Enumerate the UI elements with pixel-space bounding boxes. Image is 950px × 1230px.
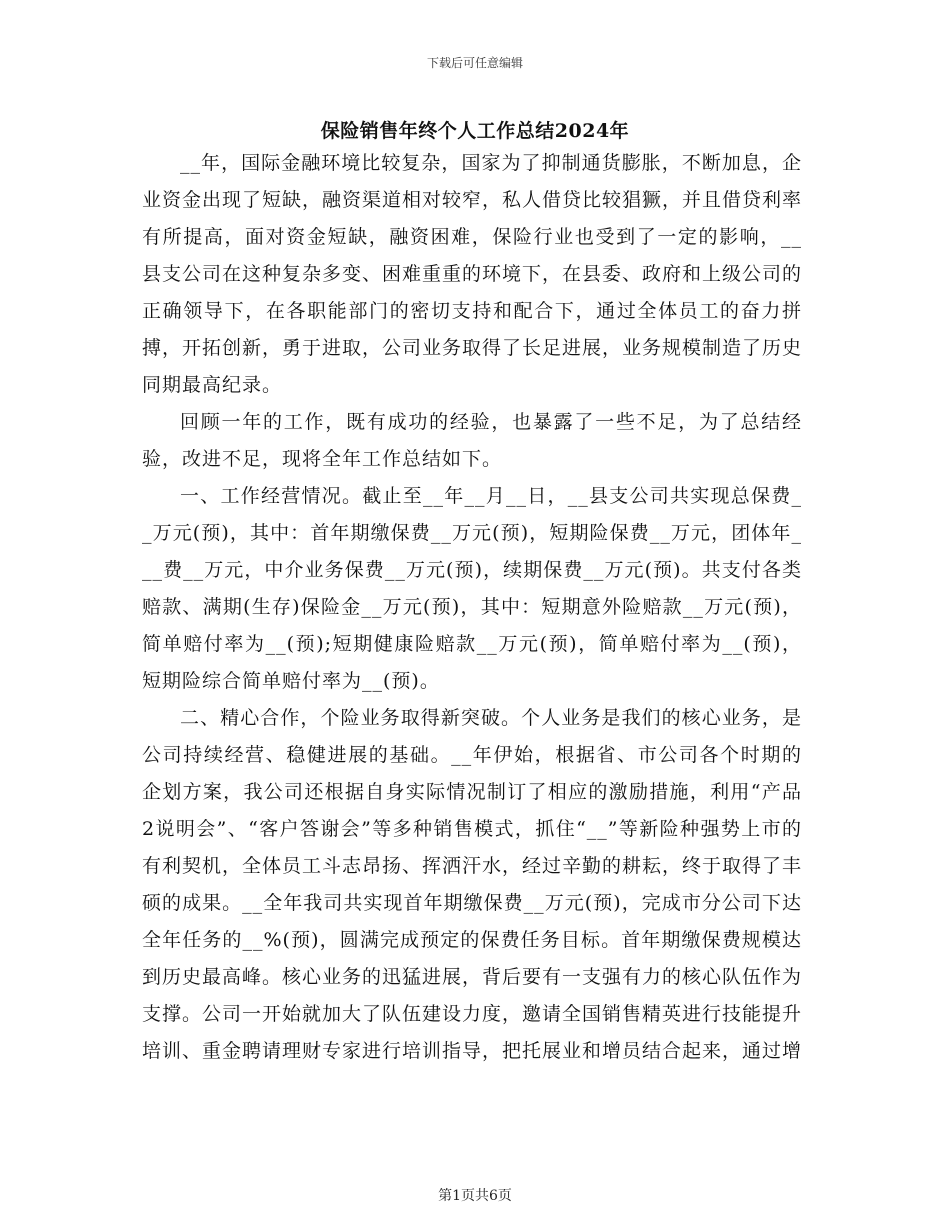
paragraph-review: 回顾一年的工作，既有成功的经验，也暴露了一些不足，为了总结经验，改进不足，现将全年工作总结如下。: [142, 411, 802, 470]
document-title: 保险销售年终个人工作总结2024年: [320, 120, 630, 142]
paragraph-intro: __年，国际金融环境比较复杂，国家为了抑制通货膨胀，不断加息，企业资金出现了短缺，融资渠道相对较窄，私人借贷比较猖獗，并且借贷利率有所提高，面对资金短缺，融资困难，保险行业也受到了一定的影响，__县支公司在这种复杂多变、困难重重的环境下，在县委、政府和上级公司的正确领导下，在各职能部门的密切支持和配合下，通过全体员工的奋力拼搏，开拓创新，勇于进取，公司业务取得了长足进展，业务规模制造了历史同期最高纪录。: [142, 152, 803, 396]
page-number: 第1页共6页: [438, 1188, 512, 1204]
paragraph-individual-business: 二、精心合作，个险业务取得新突破。个人业务是我们的核心业务，是公司持续经营、稳健进展的基础。__年伊始，根据省、市公司各个时期的企划方案，我公司还根据自身实际情况制订了相应的激励措施，利用“产品2说明会”、“客户答谢会”等多种销售模式，抓住“__”等新险种强势上市的有利契机，全体员工斗志昂扬、挥洒汗水，经过辛勤的耕耘，终于取得了丰硕的成果。__全年我司共实现首年期缴保费__万元(预)，完成市分公司下达全年任务的__%(预)，圆满完成预定的保费任务目标。首年期缴保费规模达到历史最高峰。核心业务的迅猛进展，背后要有一支强有力的核心队伍作为支撑。公司一开始就加大了队伍建设力度，邀请全国销售精英进行技能提升培训、重金聘请理财专家进行培训指导，把托展业和增员结合起来，通过增: [142, 707, 803, 1062]
page-header-note: 下载后可任意编辑: [426, 56, 523, 70]
document-body: [142, 145, 802, 1070]
paragraph-operations: 一、工作经营情况。截止至__年__月__日，__县支公司共实现总保费__万元(预)，其中：首年期缴保费__万元(预)，短期险保费__万元，团体年___费__万元，中介业务保费__万元(预)，续期保费__万元(预)。共支付各类赔款、满期(生存)保险金__万元(预)，其中：短期意外险赔款__万元(预)，简单赔付率为__(预);短期健康险赔款__万元(预)，简单赔付率为__(预)，短期险综合简单赔付率为__(预)。: [142, 485, 802, 692]
